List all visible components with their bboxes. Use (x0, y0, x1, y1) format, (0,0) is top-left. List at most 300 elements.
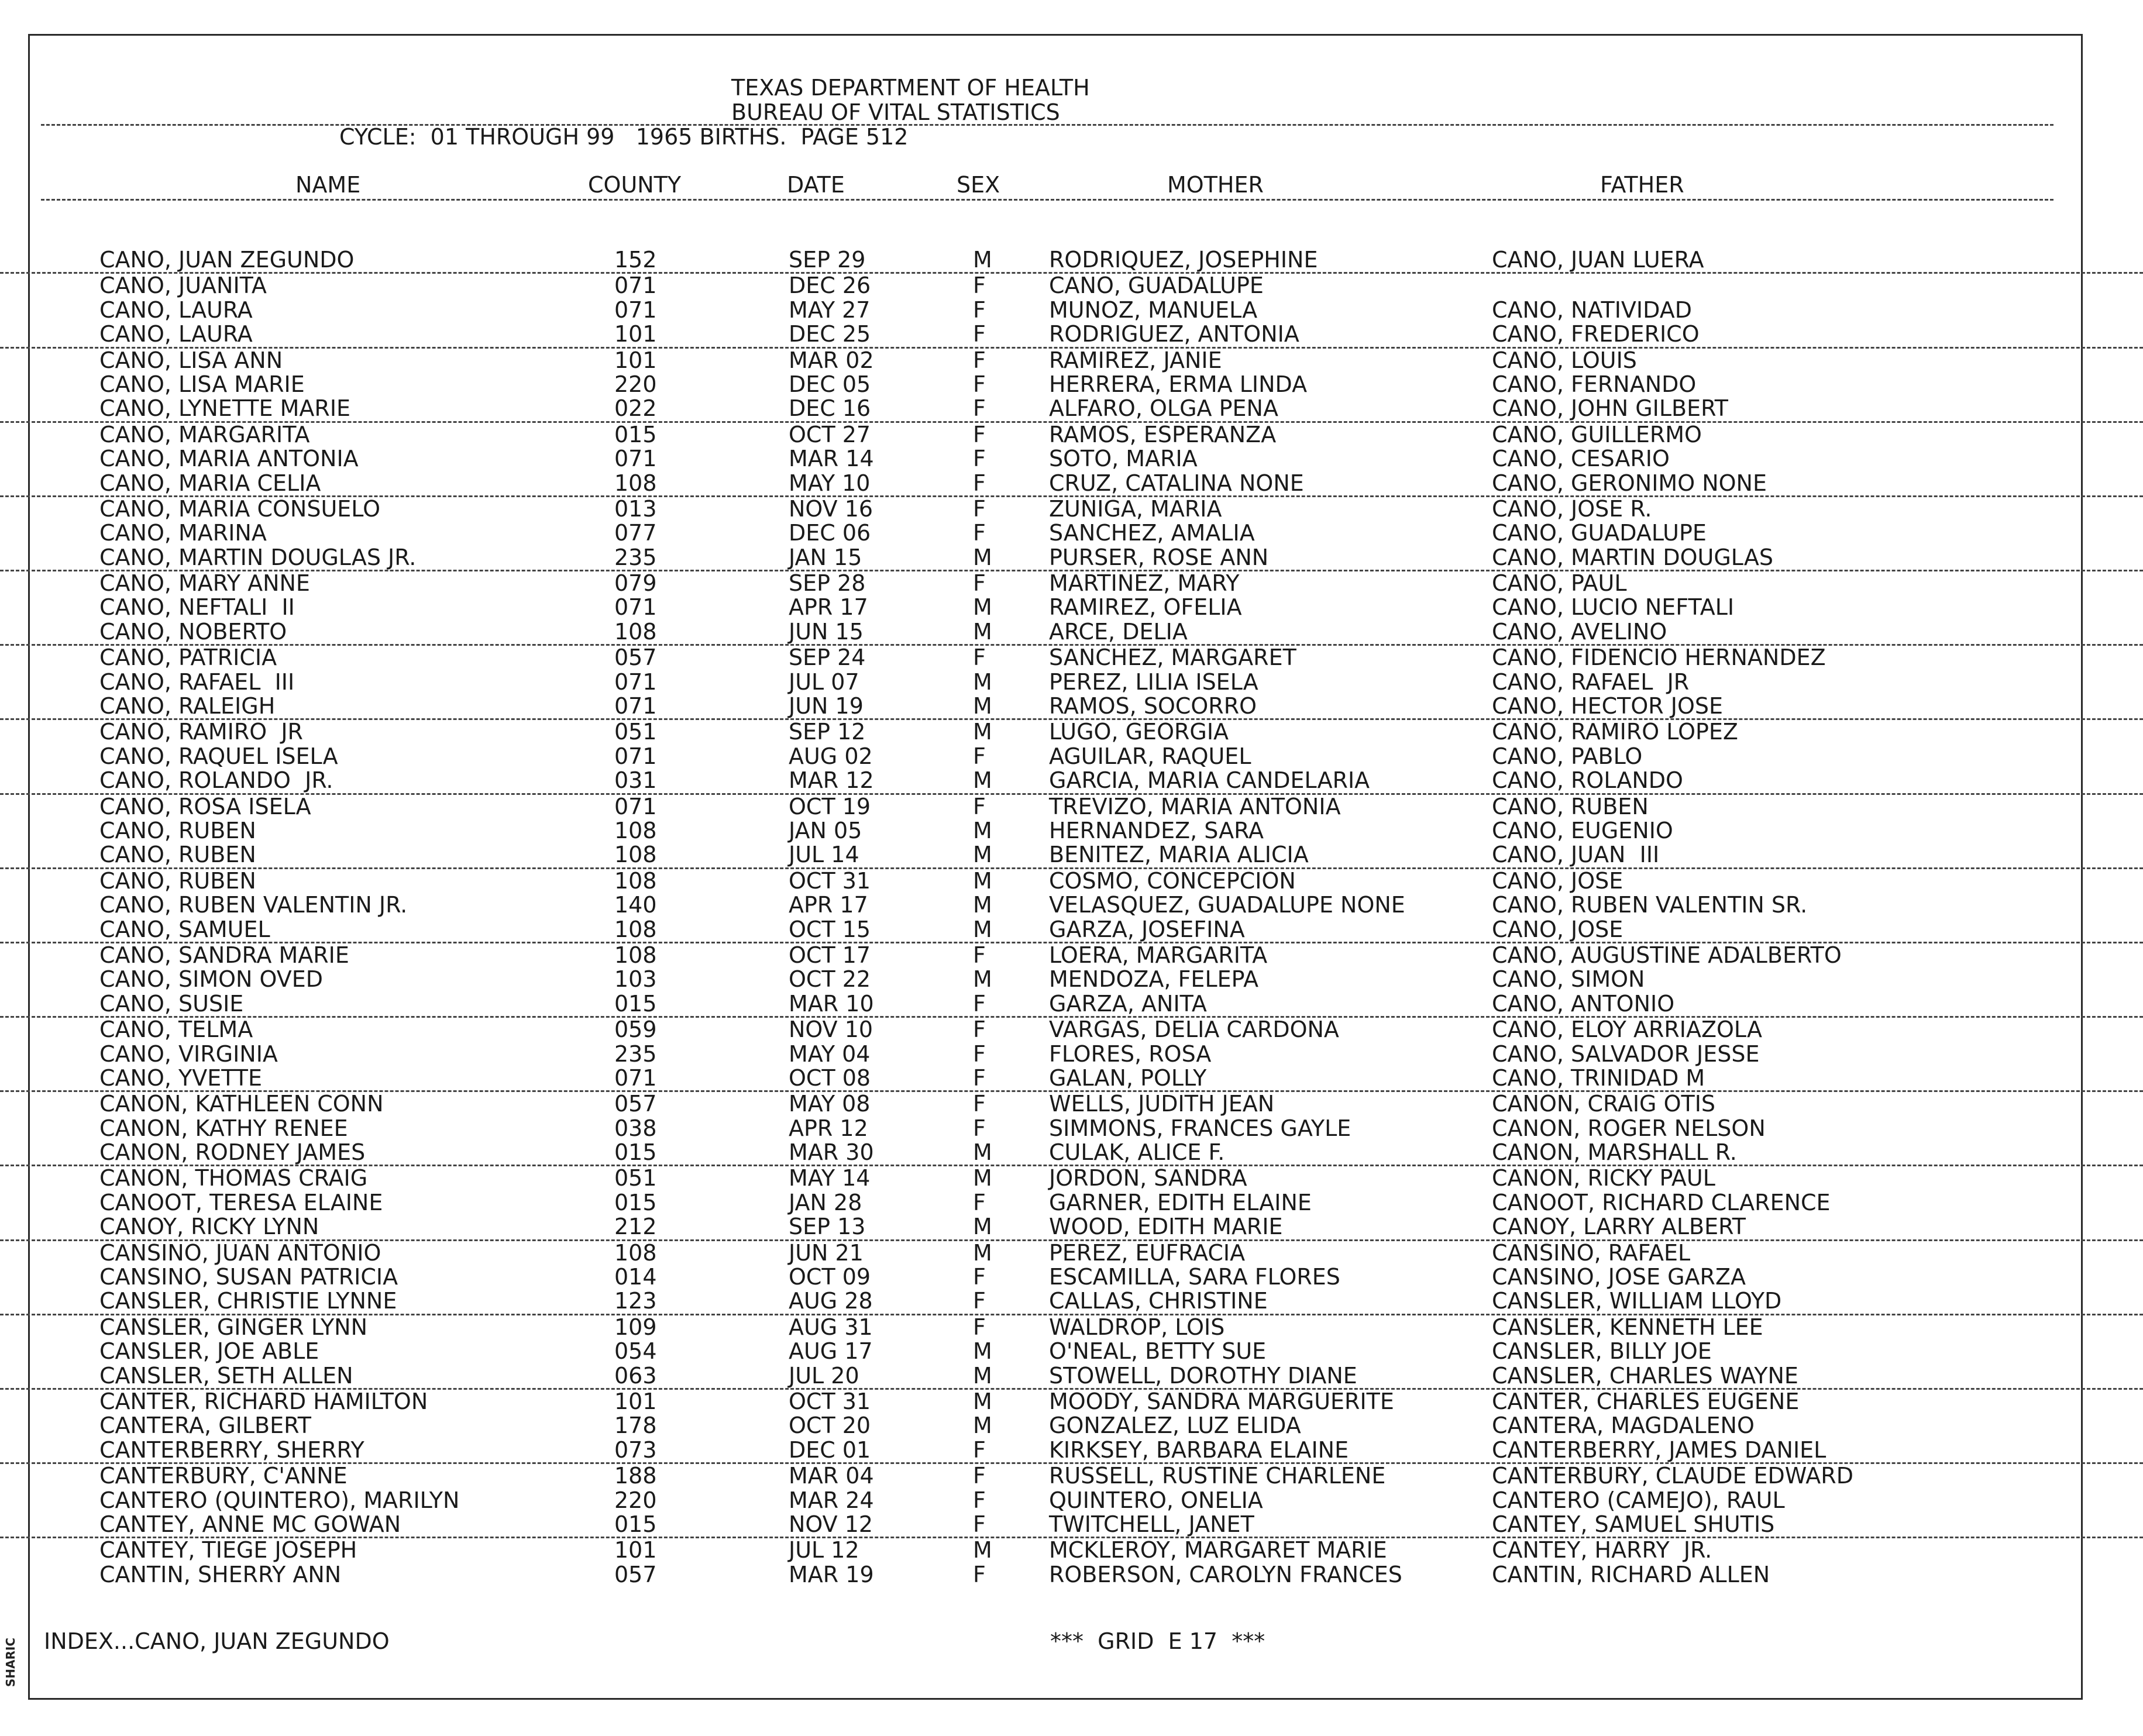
record-county: 054 (614, 1338, 657, 1365)
record-father: CANON, RICKY PAUL (1492, 1165, 1715, 1191)
record-county: 108 (614, 470, 657, 496)
record-mother: MCKLEROY, MARGARET MARIE (1049, 1537, 1387, 1563)
record-father: CANON, ROGER NELSON (1492, 1115, 1766, 1141)
record-mother: STOWELL, DOROTHY DIANE (1049, 1362, 1357, 1389)
record-date: JUL 12 (789, 1537, 859, 1563)
record-mother: PEREZ, EUFRACIA (1049, 1239, 1246, 1266)
record-sex: F (973, 347, 986, 373)
record-name: CANO, MARIA CELIA (99, 470, 321, 496)
record-county: 071 (614, 793, 657, 819)
record-row (0, 1215, 2143, 1241)
record-row (0, 795, 2143, 819)
record-date: MAR 24 (789, 1487, 874, 1513)
record-date: NOV 12 (789, 1511, 873, 1537)
record-sex: M (973, 1239, 992, 1266)
record-father: CANSLER, CHARLES WAYNE (1492, 1362, 1798, 1389)
cycle-line: CYCLE: 01 THROUGH 99 1965 BIRTHS. PAGE 512 (339, 124, 909, 150)
record-sex: M (973, 867, 992, 894)
record-date: JUL 07 (789, 669, 859, 695)
record-mother: ESCAMILLA, SARA FLORES (1049, 1264, 1340, 1290)
record-father: CANTERO (CAMEJO), RAUL (1492, 1487, 1785, 1513)
record-county: 051 (614, 1165, 657, 1191)
record-sex: M (973, 1413, 992, 1439)
record-sex: F (973, 273, 986, 299)
record-date: SEP 13 (789, 1214, 866, 1240)
record-mother: ARCE, DELIA (1049, 618, 1188, 645)
record-father: CANO, ELOY ARRIAZOLA (1492, 1017, 1762, 1043)
record-sex: M (973, 916, 992, 942)
record-name: CANO, LAURA (99, 297, 253, 323)
record-name: CANO, RUBEN VALENTIN JR. (99, 892, 408, 918)
record-name: CANTER, RICHARD HAMILTON (99, 1388, 428, 1414)
record-county: 101 (614, 1388, 657, 1414)
record-county: 073 (614, 1437, 657, 1463)
record-name: CANO, PATRICIA (99, 645, 277, 671)
record-mother: SANCHEZ, MARGARET (1049, 645, 1296, 671)
record-father: CANON, CRAIG OTIS (1492, 1091, 1716, 1117)
record-father: CANO, CESARIO (1492, 446, 1670, 472)
record-row (0, 1489, 2143, 1513)
record-mother: RAMOS, ESPERANZA (1049, 421, 1277, 447)
record-date: OCT 22 (789, 966, 871, 993)
record-mother: RAMOS, SOCORRO (1049, 693, 1257, 719)
record-row (0, 298, 2143, 322)
record-date: AUG 17 (789, 1338, 873, 1365)
record-row (0, 595, 2143, 619)
record-mother: MOODY, SANDRA MARGUERITE (1049, 1388, 1394, 1414)
record-sex: F (973, 446, 986, 472)
record-father: CANO, RUBEN (1492, 793, 1649, 819)
record-name: CANSLER, GINGER LYNN (99, 1314, 368, 1340)
record-county: 077 (614, 520, 657, 546)
record-father: CANON, MARSHALL R. (1492, 1139, 1737, 1166)
record-county: 057 (614, 645, 657, 671)
record-date: OCT 15 (789, 916, 871, 942)
record-sex: F (973, 1091, 986, 1117)
grid-label: *** GRID E 17 *** (1050, 1628, 1265, 1654)
record-mother: ZUNIGA, MARIA (1049, 495, 1222, 522)
record-name: CANO, MARIA ANTONIA (99, 446, 359, 472)
record-father: CANTEY, HARRY JR. (1492, 1537, 1712, 1563)
record-row (0, 423, 2143, 447)
records-list (0, 248, 2143, 1587)
record-sex: F (973, 1115, 986, 1141)
record-name: CANO, SAMUEL (99, 916, 270, 942)
record-name: CANO, SUSIE (99, 990, 244, 1017)
record-row (0, 992, 2143, 1018)
record-county: 109 (614, 1314, 657, 1340)
record-father: CANO, EUGENIO (1492, 817, 1673, 843)
record-name: CANSINO, SUSAN PATRICIA (99, 1264, 398, 1290)
record-county: 140 (614, 892, 657, 918)
record-name: CANO, LISA ANN (99, 347, 283, 373)
record-father: CANO, RAMIRO LOPEZ (1492, 719, 1738, 745)
record-row (0, 646, 2143, 670)
record-row (0, 1042, 2143, 1066)
record-mother: COSMO, CONCEPCION (1049, 867, 1296, 894)
record-father: CANO, LOUIS (1492, 347, 1637, 373)
record-row (0, 571, 2143, 595)
record-county: 220 (614, 1487, 657, 1513)
record-father: CANO, JUAN III (1492, 842, 1660, 868)
record-name: CANO, NOBERTO (99, 618, 287, 645)
record-county: 063 (614, 1362, 657, 1389)
record-row (0, 397, 2143, 422)
record-mother: LUGO, GEORGIA (1049, 719, 1229, 745)
record-row (0, 1066, 2143, 1092)
record-date: OCT 19 (789, 793, 871, 819)
record-father: CANOY, LARRY ALBERT (1492, 1214, 1746, 1240)
index-label: INDEX...CANO, JUAN ZEGUNDO (44, 1628, 390, 1654)
record-mother: ROBERSON, CAROLYN FRANCES (1049, 1561, 1402, 1587)
record-row (0, 1364, 2143, 1390)
record-date: MAY 14 (789, 1165, 871, 1191)
record-sex: M (973, 892, 992, 918)
record-mother: LOERA, MARGARITA (1049, 942, 1268, 968)
column-header-county: COUNTY (588, 172, 682, 198)
record-sex: F (973, 1065, 986, 1091)
record-row (0, 248, 2143, 274)
record-sex: M (973, 1362, 992, 1389)
record-sex: M (973, 1214, 992, 1240)
record-sex: F (973, 1437, 986, 1463)
record-row (0, 1092, 2143, 1116)
record-date: SEP 24 (789, 645, 866, 671)
record-name: CANO, RUBEN (99, 817, 256, 843)
record-date: JUN 21 (789, 1239, 864, 1266)
record-date: OCT 17 (789, 942, 871, 968)
record-date: DEC 26 (789, 273, 871, 299)
record-sex: F (973, 495, 986, 522)
record-row (0, 1464, 2143, 1488)
record-row (0, 1563, 2143, 1587)
record-sex: F (973, 297, 986, 323)
record-row (0, 720, 2143, 744)
record-name: CANO, YVETTE (99, 1065, 263, 1091)
record-name: CANO, MARIA CONSUELO (99, 495, 381, 522)
record-father: CANO, PABLO (1492, 743, 1643, 769)
record-row (0, 447, 2143, 471)
record-date: JAN 15 (789, 544, 862, 570)
record-mother: MARTINEZ, MARY (1049, 570, 1240, 597)
record-mother: CALLAS, CHRISTINE (1049, 1288, 1268, 1314)
record-date: MAY 10 (789, 470, 871, 496)
column-header-divider (41, 199, 2053, 201)
record-county: 057 (614, 1091, 657, 1117)
record-father: CANO, RAFAEL JR (1492, 669, 1690, 695)
record-county: 071 (614, 594, 657, 621)
record-name: CANTERA, GILBERT (99, 1413, 311, 1439)
record-row (0, 769, 2143, 794)
record-date: DEC 01 (789, 1437, 871, 1463)
record-name: CANON, KATHY RENEE (99, 1115, 348, 1141)
record-father: CANTEY, SAMUEL SHUTIS (1492, 1511, 1775, 1537)
record-county: 022 (614, 395, 657, 422)
record-date: APR 17 (789, 892, 868, 918)
record-mother: TWITCHELL, JANET (1049, 1511, 1254, 1537)
record-county: 031 (614, 767, 657, 794)
record-father: CANO, FIDENCIO HERNANDEZ (1492, 645, 1826, 671)
record-father: CANO, JOSE (1492, 867, 1623, 894)
record-father: CANSLER, KENNETH LEE (1492, 1314, 1763, 1340)
record-mother: GONZALEZ, LUZ ELIDA (1049, 1413, 1301, 1439)
record-name: CANO, LISA MARIE (99, 371, 305, 397)
record-row (0, 967, 2143, 991)
record-date: JAN 28 (789, 1189, 862, 1215)
record-row (0, 1141, 2143, 1166)
column-header-father: FATHER (1600, 172, 1684, 198)
record-mother: RAMIREZ, OFELIA (1049, 594, 1242, 621)
record-sex: F (973, 1288, 986, 1314)
record-mother: GARCIA, MARIA CANDELARIA (1049, 767, 1370, 794)
record-sex: M (973, 594, 992, 621)
record-sex: M (973, 1338, 992, 1365)
record-sex: F (973, 1314, 986, 1340)
record-row (0, 521, 2143, 545)
record-name: CANSLER, JOE ABLE (99, 1338, 319, 1365)
record-mother: CANO, GUADALUPE (1049, 273, 1264, 299)
record-name: CANO, MARINA (99, 520, 267, 546)
record-sex: M (973, 1139, 992, 1166)
record-father: CANO, FERNANDO (1492, 371, 1697, 397)
record-county: 212 (614, 1214, 657, 1240)
record-row (0, 843, 2143, 869)
record-name: CANO, ROSA ISELA (99, 793, 311, 819)
record-county: 013 (614, 495, 657, 522)
record-mother: KIRKSEY, BARBARA ELAINE (1049, 1437, 1349, 1463)
record-county: 071 (614, 1065, 657, 1091)
record-date: MAR 04 (789, 1463, 874, 1489)
record-row (0, 1289, 2143, 1315)
record-sex: F (973, 520, 986, 546)
record-father: CANSINO, RAFAEL (1492, 1239, 1691, 1266)
bureau-title: BUREAU OF VITAL STATISTICS (731, 99, 1060, 125)
record-sex: M (973, 966, 992, 993)
record-date: SEP 12 (789, 719, 866, 745)
record-sex: F (973, 793, 986, 819)
record-mother: ALFARO, OLGA PENA (1049, 395, 1278, 422)
record-date: JAN 05 (789, 817, 862, 843)
record-sex: F (973, 990, 986, 1017)
record-name: CANO, NEFTALI II (99, 594, 295, 621)
record-sex: F (973, 743, 986, 769)
record-name: CANOOT, TERESA ELAINE (99, 1189, 383, 1215)
record-mother: JORDON, SANDRA (1049, 1165, 1247, 1191)
record-county: 015 (614, 990, 657, 1017)
record-county: 178 (614, 1413, 657, 1439)
record-mother: QUINTERO, ONELIA (1049, 1487, 1263, 1513)
record-mother: RODRIQUEZ, JOSEPHINE (1049, 247, 1318, 273)
record-name: CANO, MARTIN DOUGLAS JR. (99, 544, 417, 570)
record-name: CANTEY, TIEGE JOSEPH (99, 1537, 357, 1563)
record-name: CANO, RUBEN (99, 867, 256, 894)
record-sex: F (973, 1463, 986, 1489)
record-row (0, 869, 2143, 893)
record-name: CANSINO, JUAN ANTONIO (99, 1239, 381, 1266)
record-mother: SANCHEZ, AMALIA (1049, 520, 1255, 546)
record-date: MAR 14 (789, 446, 874, 472)
record-name: CANO, RAQUEL ISELA (99, 743, 338, 769)
record-name: CANO, JUANITA (99, 273, 267, 299)
record-mother: BENITEZ, MARIA ALICIA (1049, 842, 1309, 868)
record-father: CANO, JUAN LUERA (1492, 247, 1704, 273)
record-row (0, 1390, 2143, 1414)
record-row (0, 497, 2143, 521)
record-sex: M (973, 544, 992, 570)
record-sex: F (973, 942, 986, 968)
record-mother: O'NEAL, BETTY SUE (1049, 1338, 1267, 1365)
record-name: CANO, RUBEN (99, 842, 256, 868)
record-date: AUG 31 (789, 1314, 873, 1340)
record-date: JUL 20 (789, 1362, 859, 1389)
record-row (0, 620, 2143, 646)
record-date: OCT 08 (789, 1065, 871, 1091)
record-father: CANO, SALVADOR JESSE (1492, 1041, 1760, 1067)
record-sex: M (973, 669, 992, 695)
record-date: JUL 14 (789, 842, 859, 868)
record-date: DEC 16 (789, 395, 871, 422)
record-mother: SIMMONS, FRANCES GAYLE (1049, 1115, 1351, 1141)
record-sex: F (973, 395, 986, 422)
record-date: MAR 02 (789, 347, 874, 373)
record-mother: SOTO, MARIA (1049, 446, 1198, 472)
record-mother: WALDROP, LOIS (1049, 1314, 1225, 1340)
record-name: CANON, KATHLEEN CONN (99, 1091, 384, 1117)
record-county: 015 (614, 1189, 657, 1215)
record-father: CANO, HECTOR JOSE (1492, 693, 1723, 719)
record-name: CANTERBURY, C'ANNE (99, 1463, 348, 1489)
record-father: CANO, ROLANDO (1492, 767, 1683, 794)
record-county: 108 (614, 942, 657, 968)
record-father: CANTERA, MAGDALENO (1492, 1413, 1755, 1439)
record-father: CANO, MARTIN DOUGLAS (1492, 544, 1773, 570)
record-name: CANO, TELMA (99, 1017, 253, 1043)
record-name: CANON, THOMAS CRAIG (99, 1165, 368, 1191)
record-county: 108 (614, 842, 657, 868)
record-row (0, 471, 2143, 497)
record-date: DEC 05 (789, 371, 871, 397)
record-name: CANO, LAURA (99, 321, 253, 347)
record-name: CANO, JUAN ZEGUNDO (99, 247, 355, 273)
record-county: 071 (614, 693, 657, 719)
record-date: SEP 29 (789, 247, 866, 273)
record-sex: M (973, 817, 992, 843)
record-county: 108 (614, 817, 657, 843)
record-county: 188 (614, 1463, 657, 1489)
record-row (0, 1191, 2143, 1215)
record-row (0, 274, 2143, 298)
record-date: MAR 30 (789, 1139, 874, 1166)
record-sex: M (973, 767, 992, 794)
record-county: 123 (614, 1288, 657, 1314)
record-mother: GARNER, EDITH ELAINE (1049, 1189, 1312, 1215)
record-date: MAR 12 (789, 767, 874, 794)
record-row (0, 349, 2143, 373)
record-row (0, 1117, 2143, 1141)
record-father: CANO, FREDERICO (1492, 321, 1700, 347)
record-father: CANTER, CHARLES EUGENE (1492, 1388, 1800, 1414)
record-county: 101 (614, 347, 657, 373)
record-mother: CRUZ, CATALINA NONE (1049, 470, 1304, 496)
record-mother: WOOD, EDITH MARIE (1049, 1214, 1283, 1240)
record-row (0, 918, 2143, 943)
record-county: 103 (614, 966, 657, 993)
record-name: CANTIN, SHERRY ANN (99, 1561, 342, 1587)
record-date: NOV 16 (789, 495, 873, 522)
record-father: CANO, AUGUSTINE ADALBERTO (1492, 942, 1842, 968)
record-mother: HERRERA, ERMA LINDA (1049, 371, 1308, 397)
record-name: CANSLER, CHRISTIE LYNNE (99, 1288, 397, 1314)
record-sex: F (973, 470, 986, 496)
record-date: AUG 28 (789, 1288, 873, 1314)
record-father: CANO, PAUL (1492, 570, 1627, 597)
record-father: CANO, ANTONIO (1492, 990, 1675, 1017)
record-county: 235 (614, 1041, 657, 1067)
record-mother: GARZA, ANITA (1049, 990, 1207, 1017)
record-father: CANO, JOSE (1492, 916, 1623, 942)
record-county: 015 (614, 1139, 657, 1166)
record-sex: F (973, 1264, 986, 1290)
department-title: TEXAS DEPARTMENT OF HEALTH (731, 75, 1090, 101)
record-name: CANO, RALEIGH (99, 693, 276, 719)
record-county: 059 (614, 1017, 657, 1043)
record-sex: M (973, 618, 992, 645)
record-row (0, 943, 2143, 967)
record-county: 108 (614, 618, 657, 645)
record-mother: RODRIGUEZ, ANTONIA (1049, 321, 1299, 347)
record-mother: MENDOZA, FELEPA (1049, 966, 1259, 993)
record-father: CANO, JOSE R. (1492, 495, 1652, 522)
record-row (0, 546, 2143, 571)
record-county: 038 (614, 1115, 657, 1141)
record-sex: F (973, 1561, 986, 1587)
record-father: CANO, NATIVIDAD (1492, 297, 1692, 323)
record-mother: GALAN, POLLY (1049, 1065, 1207, 1091)
record-name: CANO, MARGARITA (99, 421, 310, 447)
record-county: 101 (614, 1537, 657, 1563)
record-sex: F (973, 371, 986, 397)
record-row (0, 745, 2143, 769)
record-date: JUN 15 (789, 618, 864, 645)
record-father: CANSINO, JOSE GARZA (1492, 1264, 1746, 1290)
column-header-sex: SEX (957, 172, 1000, 198)
record-row (0, 694, 2143, 720)
record-date: OCT 27 (789, 421, 871, 447)
record-father: CANTERBERRY, JAMES DANIEL (1492, 1437, 1826, 1463)
record-sex: F (973, 421, 986, 447)
record-father: CANO, LUCIO NEFTALI (1492, 594, 1735, 621)
record-row (0, 670, 2143, 694)
record-mother: WELLS, JUDITH JEAN (1049, 1091, 1275, 1117)
record-county: 079 (614, 570, 657, 597)
record-date: OCT 09 (789, 1264, 871, 1290)
record-sex: M (973, 842, 992, 868)
record-sex: F (973, 321, 986, 347)
record-date: APR 17 (789, 594, 868, 621)
record-mother: RAMIREZ, JANIE (1049, 347, 1222, 373)
record-sex: M (973, 1165, 992, 1191)
record-name: CANO, ROLANDO JR. (99, 767, 333, 794)
record-father: CANO, JOHN GILBERT (1492, 395, 1728, 422)
record-county: 108 (614, 916, 657, 942)
record-date: OCT 20 (789, 1413, 871, 1439)
record-county: 071 (614, 273, 657, 299)
record-county: 071 (614, 669, 657, 695)
record-name: CANO, RAFAEL III (99, 669, 295, 695)
record-county: 220 (614, 371, 657, 397)
record-row (0, 893, 2143, 917)
record-father: CANO, GUILLERMO (1492, 421, 1702, 447)
